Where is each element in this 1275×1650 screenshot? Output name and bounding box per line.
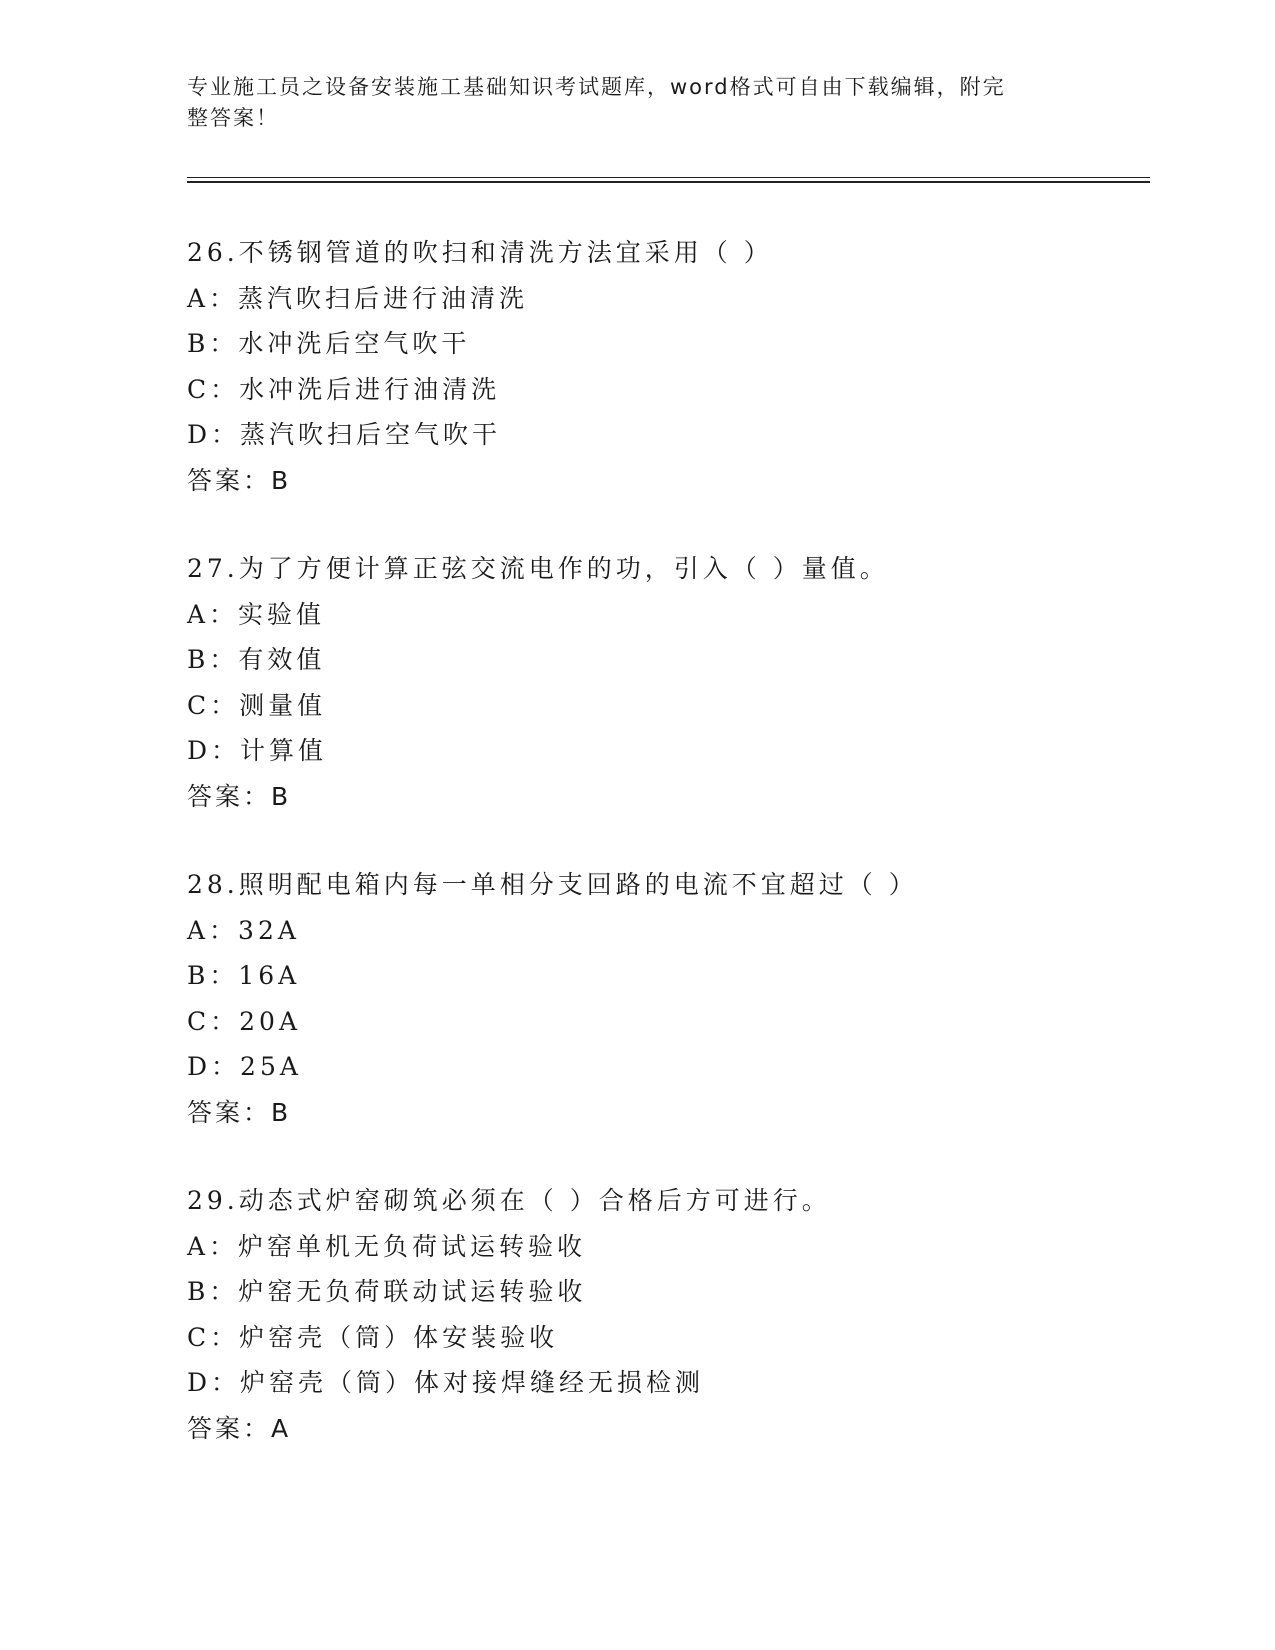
question-29 (187, 1178, 1147, 1452)
question-stem: 29.动态式炉窑砌筑必须在（ ）合格后方可进行。 (187, 1186, 831, 1215)
header-divider-thin (187, 177, 1150, 178)
option-d: D：25A (187, 1052, 302, 1082)
option-a: A：炉窑单机无负荷试运转验收 (187, 1231, 587, 1261)
question-28 (187, 862, 1147, 1136)
option-b: B：有效值 (187, 645, 326, 675)
option-b: B：炉窑无负荷联动试运转验收 (187, 1277, 587, 1307)
header-divider-thick (187, 181, 1150, 183)
answer: 答案：A (187, 1413, 292, 1443)
option-a: A：实验值 (187, 599, 326, 629)
option-a: A：32A (187, 915, 300, 945)
question-27 (187, 546, 1147, 820)
question-stem: 28.照明配电箱内每一单相分支回路的电流不宜超过（ ） (187, 870, 918, 899)
answer: 答案：B (187, 465, 292, 495)
option-c: C：20A (187, 1006, 301, 1036)
option-b: B：16A (187, 961, 301, 991)
answer: 答案：B (187, 781, 292, 811)
question-stem: 27.为了方便计算正弦交流电作的功，引入（ ）量值。 (187, 554, 889, 583)
option-d: D：蒸汽吹扫后空气吹干 (187, 420, 502, 450)
option-d: D：炉窑壳（筒）体对接焊缝经无损检测 (187, 1368, 705, 1398)
option-a: A：蒸汽吹扫后进行油清洗 (187, 283, 529, 313)
header-line-2: 整答案！ (187, 106, 279, 130)
header-line-1: 专业施工员之设备安装施工基础知识考试题库，word格式可自由下载编辑，附完 (187, 75, 1006, 99)
answer: 答案：B (187, 1097, 292, 1127)
question-26 (187, 230, 1147, 504)
option-c: C：炉窑壳（筒）体安装验收 (187, 1322, 559, 1352)
document-header (187, 72, 1067, 134)
option-d: D：计算值 (187, 736, 328, 766)
question-stem: 26.不锈钢管道的吹扫和清洗方法宜采用（ ） (187, 238, 773, 267)
option-c: C：测量值 (187, 690, 327, 720)
option-b: B：水冲洗后空气吹干 (187, 329, 471, 359)
option-c: C：水冲洗后进行油清洗 (187, 374, 501, 404)
